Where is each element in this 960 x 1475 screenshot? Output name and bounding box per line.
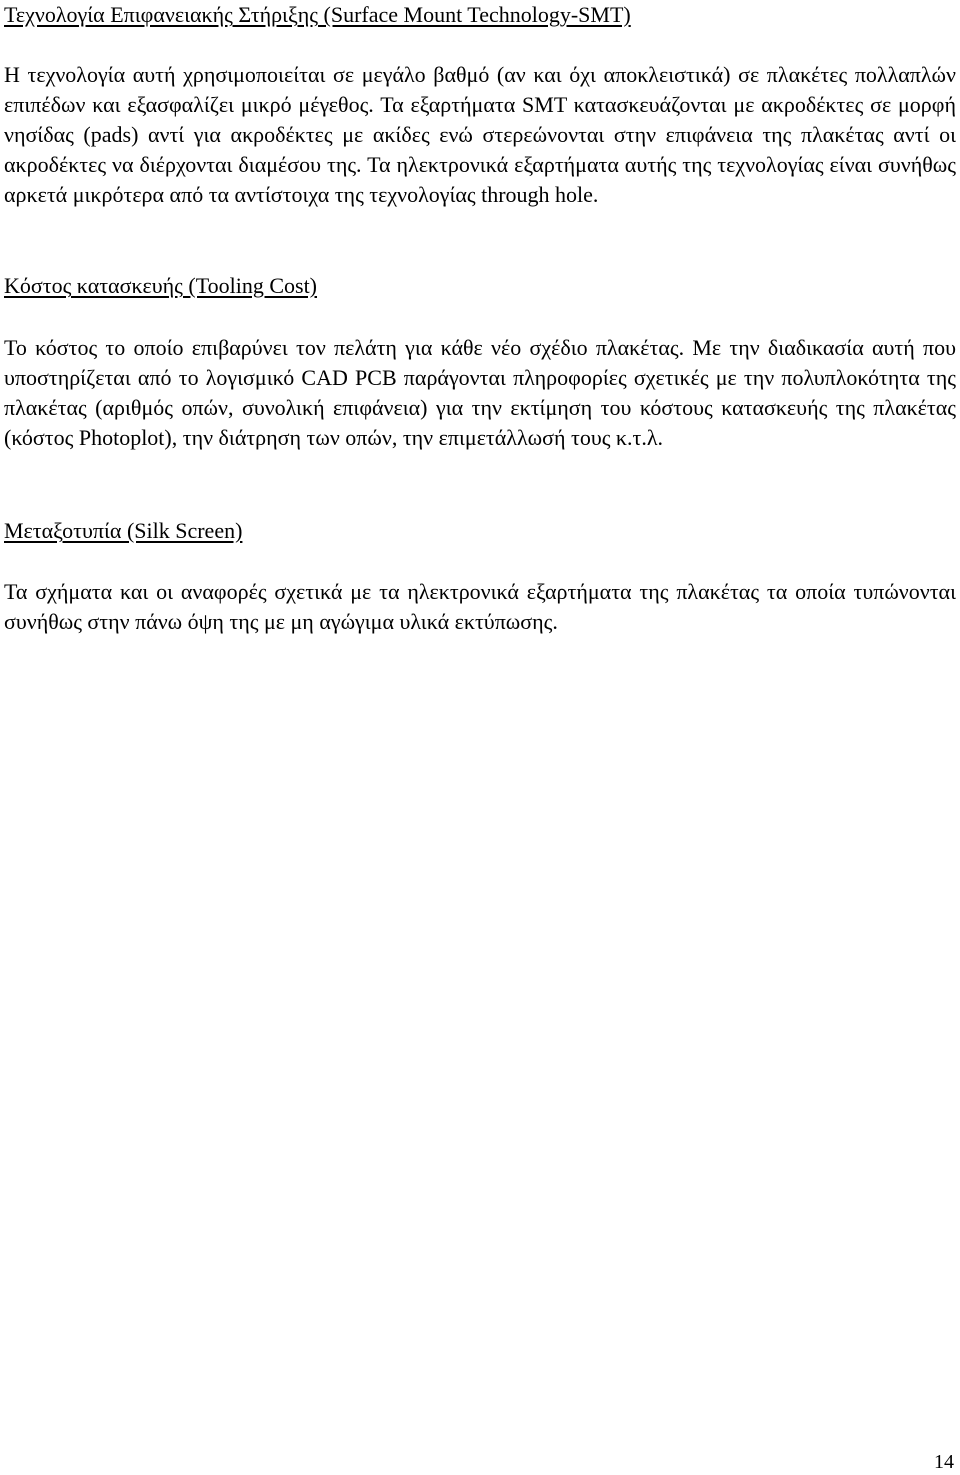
section-paragraph-smt: Η τεχνολογία αυτή χρησιμοποιείται σε μεγάλο βαθμό (αν και όχι αποκλειστικά) σε πλακέτες πολλαπλών επιπέδων και εξασφαλίζει μικρό μέγεθος. Τα εξαρτήματα SMT κατασκευάζονται με ακροδέκτες σε μορφή νησίδας (pads) αντί για ακροδέκτες με ακίδες ενώ στερεώνονται στην επιφάνεια της πλακέτας αντί οι ακροδέκτες να διέρχονται διαμέσου της. Τα ηλεκτρονικά εξαρτήματα αυτής της τεχνολογίας είναι συνήθως αρκετά μικρότερα από τα αντίστοιχα της τεχνολογίας through hole. [4, 62, 956, 207]
section-heading-silk-screen: Μεταξοτυπία (Silk Screen) [4, 518, 243, 543]
section-paragraph-silk-screen: Τα σχήματα και οι αναφορές σχετικά με τα ηλεκτρονικά εξαρτήματα της πλακέτας τα οποία τυπώνονται συνήθως στην πάνω όψη της με μη αγώγιμα υλικά εκτύπωσης. [4, 579, 956, 634]
section-heading-tooling-cost: Κόστος κατασκευής (Tooling Cost) [4, 273, 318, 298]
page-number: 14 [934, 1451, 954, 1473]
section-heading-smt: Τεχνολογία Επιφανειακής Στήριξης (Surface Mount Technology-SMT) [4, 2, 631, 27]
section-paragraph-tooling-cost: Το κόστος το οποίο επιβαρύνει τον πελάτη για κάθε νέο σχέδιο πλακέτας. Με την διαδικασία αυτή που υποστηρίζεται από το λογισμικό CAD PCB παράγονται πληροφορίες σχετικές με την πολυπλοκότητα της πλακέτας (αριθμός οπών, συνολική επιφάνεια) για την εκτίμηση του κόστους κατασκευής της πλακέτας (κόστος Photoplot), την διάτρηση των οπών, την επιμετάλλωσή τους κ.τ.λ. [4, 335, 956, 450]
